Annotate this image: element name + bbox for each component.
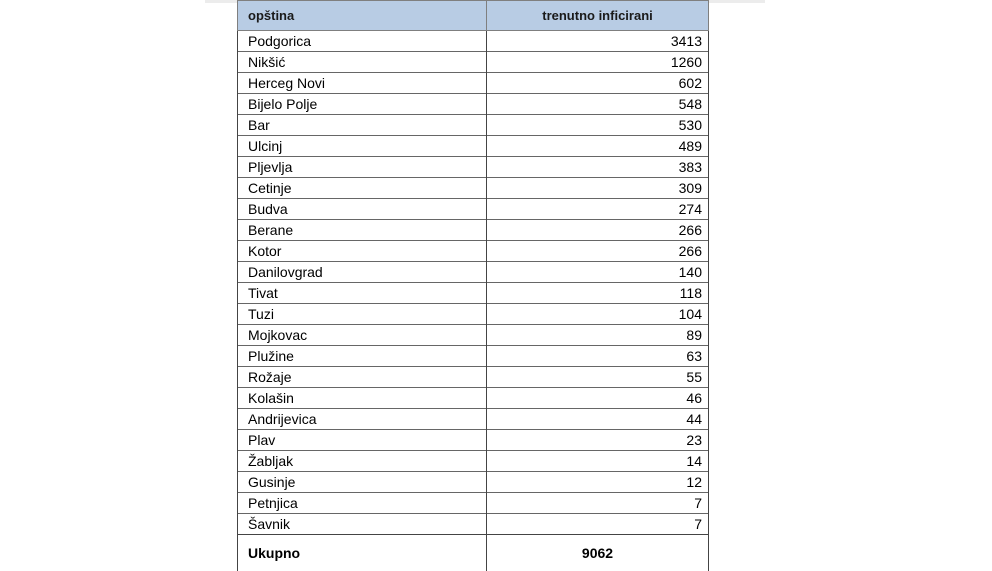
- municipality-name: Pljevlja: [238, 157, 487, 178]
- header-currently-infected: trenutno inficirani: [487, 1, 709, 31]
- table-row: [238, 52, 709, 73]
- infected-count: 23: [487, 430, 709, 451]
- municipality-name: Danilovgrad: [238, 262, 487, 283]
- municipality-name: Gusinje: [238, 472, 487, 493]
- infected-count: 140: [487, 262, 709, 283]
- table-row: [238, 241, 709, 262]
- infected-count: 274: [487, 199, 709, 220]
- table-row: [238, 388, 709, 409]
- table-row: [238, 283, 709, 304]
- table-row: [238, 94, 709, 115]
- municipality-name: Bijelo Polje: [238, 94, 487, 115]
- infections-by-municipality-table: [237, 0, 709, 571]
- infected-count: 1260: [487, 52, 709, 73]
- municipality-name: Andrijevica: [238, 409, 487, 430]
- municipality-name: Kolašin: [238, 388, 487, 409]
- table-row: [238, 430, 709, 451]
- infected-count: 118: [487, 283, 709, 304]
- table-body: [238, 31, 709, 535]
- municipality-name: Kotor: [238, 241, 487, 262]
- infected-count: 489: [487, 136, 709, 157]
- municipality-name: Podgorica: [238, 31, 487, 52]
- table-row: [238, 304, 709, 325]
- infected-count: 266: [487, 220, 709, 241]
- municipality-name: Plužine: [238, 346, 487, 367]
- table-row: [238, 514, 709, 535]
- table-row: [238, 451, 709, 472]
- table-row: [238, 367, 709, 388]
- infected-count: 266: [487, 241, 709, 262]
- table-row: [238, 199, 709, 220]
- infected-count: 7: [487, 493, 709, 514]
- municipality-name: Ulcinj: [238, 136, 487, 157]
- table-row: [238, 409, 709, 430]
- municipality-name: Žabljak: [238, 451, 487, 472]
- table-row: [238, 136, 709, 157]
- infected-count: 530: [487, 115, 709, 136]
- infections-table-container: [237, 0, 708, 571]
- table-row: [238, 157, 709, 178]
- table-header-row: [238, 1, 709, 31]
- infected-count: 55: [487, 367, 709, 388]
- table-row: [238, 493, 709, 514]
- infected-count: 7: [487, 514, 709, 535]
- municipality-name: Bar: [238, 115, 487, 136]
- infected-count: 14: [487, 451, 709, 472]
- header-municipality: opština: [238, 1, 487, 31]
- table-row: [238, 472, 709, 493]
- infected-count: 3413: [487, 31, 709, 52]
- infected-count: 63: [487, 346, 709, 367]
- total-label: Ukupno: [238, 535, 487, 571]
- table-row: [238, 31, 709, 52]
- infected-count: 44: [487, 409, 709, 430]
- municipality-name: Mojkovac: [238, 325, 487, 346]
- municipality-name: Herceg Novi: [238, 73, 487, 94]
- infected-count: 548: [487, 94, 709, 115]
- infected-count: 89: [487, 325, 709, 346]
- total-row: [238, 535, 709, 571]
- municipality-name: Petnjica: [238, 493, 487, 514]
- municipality-name: Budva: [238, 199, 487, 220]
- infected-count: 12: [487, 472, 709, 493]
- table-row: [238, 325, 709, 346]
- infected-count: 46: [487, 388, 709, 409]
- total-value: 9062: [487, 535, 709, 571]
- municipality-name: Tivat: [238, 283, 487, 304]
- infected-count: 383: [487, 157, 709, 178]
- table-row: [238, 346, 709, 367]
- infected-count: 602: [487, 73, 709, 94]
- municipality-name: Šavnik: [238, 514, 487, 535]
- municipality-name: Berane: [238, 220, 487, 241]
- infected-count: 104: [487, 304, 709, 325]
- infected-count: 309: [487, 178, 709, 199]
- table-row: [238, 220, 709, 241]
- table-row: [238, 262, 709, 283]
- municipality-name: Plav: [238, 430, 487, 451]
- municipality-name: Nikšić: [238, 52, 487, 73]
- municipality-name: Tuzi: [238, 304, 487, 325]
- table-row: [238, 73, 709, 94]
- municipality-name: Rožaje: [238, 367, 487, 388]
- table-row: [238, 178, 709, 199]
- municipality-name: Cetinje: [238, 178, 487, 199]
- table-row: [238, 115, 709, 136]
